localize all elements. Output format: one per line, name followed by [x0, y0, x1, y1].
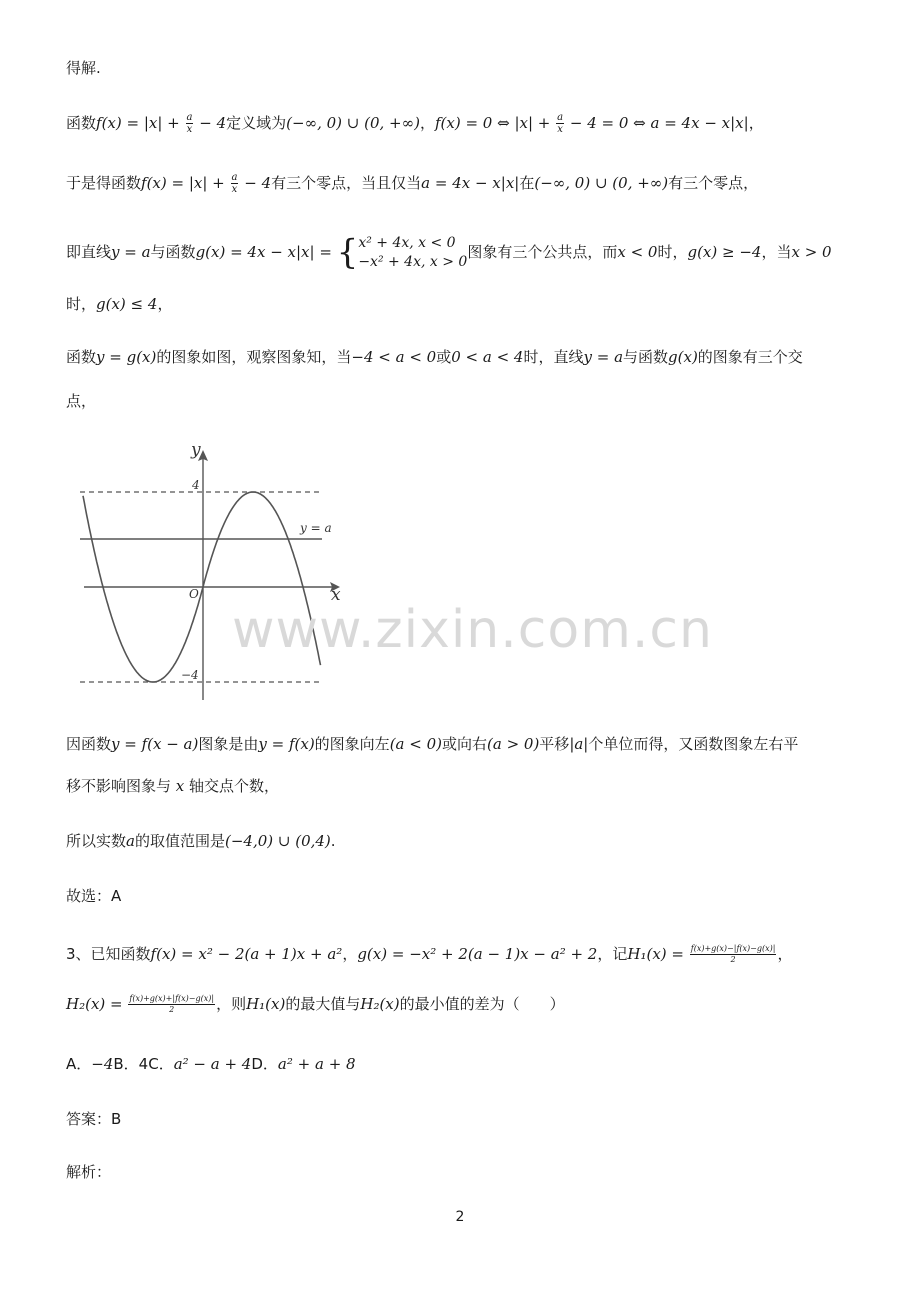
- math: |a|: [569, 735, 589, 753]
- tick-label-neg4: −4: [181, 668, 199, 682]
- text: 定义域为: [226, 114, 287, 132]
- text-line-9: [66, 775, 279, 797]
- math: − 4: [194, 114, 227, 132]
- text: 时，: [66, 295, 97, 313]
- text: 图象是由: [198, 735, 259, 753]
- fraction-denominator: 2: [730, 955, 736, 964]
- text: 时，直线: [523, 348, 584, 366]
- answer-label: 答案：B: [66, 1110, 122, 1128]
- text-line-11: [66, 885, 121, 907]
- text: 在: [519, 174, 535, 192]
- fraction: [690, 944, 777, 965]
- text: ，: [777, 945, 793, 963]
- text: ，: [342, 945, 358, 963]
- text: ，记: [597, 945, 628, 963]
- text: 得解.: [66, 59, 101, 77]
- math: x < 0: [617, 243, 658, 261]
- fraction-denominator: x: [186, 124, 193, 135]
- text: 于是得函数: [66, 174, 142, 192]
- text-line-15: [66, 1108, 121, 1130]
- text: 或向右: [441, 735, 487, 753]
- math: a² + a + 8: [277, 1055, 356, 1073]
- math: x > 0: [791, 243, 832, 261]
- text-line-3: [66, 172, 758, 195]
- math: −4 < a < 0: [351, 348, 437, 366]
- text: 时，: [657, 243, 688, 261]
- text: 有三个零点，当且仅当: [271, 174, 422, 192]
- text: 点，: [66, 392, 97, 410]
- text: 的图象向左: [314, 735, 390, 753]
- math: a: [126, 832, 135, 850]
- math: y = a: [583, 348, 624, 366]
- math: f(x) = 0 ⇔ |x| +: [434, 114, 556, 132]
- math: y = f(x − a): [111, 735, 199, 753]
- text: 与函数: [623, 348, 669, 366]
- text: 图象有三个公共点，而: [467, 243, 618, 261]
- math: H₁(x) =: [627, 945, 689, 963]
- page-number: 2: [455, 1209, 465, 1225]
- fraction: [128, 994, 215, 1015]
- fraction-numerator: a: [557, 112, 564, 123]
- text-line-5: [66, 293, 172, 315]
- text: 个单位而得，又函数图象左右平: [588, 735, 799, 753]
- text-line-8: [66, 733, 798, 755]
- text: ，: [748, 114, 764, 132]
- text-line-12: [66, 943, 792, 965]
- text-line-14: [66, 1053, 356, 1075]
- text: 即直线: [66, 243, 112, 261]
- tick-label-4: 4: [192, 478, 200, 492]
- analysis-label: 解析：: [66, 1163, 112, 1181]
- math: (−∞, 0) ∪ (0, +∞): [534, 174, 669, 192]
- math: f(x) = x² − 2(a + 1)x + a²: [150, 945, 343, 963]
- text: ，当: [761, 243, 792, 261]
- text: 函数: [66, 114, 97, 132]
- math: −4: [91, 1055, 114, 1073]
- text-line-1: [66, 57, 101, 79]
- line-label-y-equals-a: y = a: [300, 521, 332, 535]
- fraction: [556, 112, 564, 135]
- math: g(x) ≤ 4: [96, 295, 158, 313]
- math: g(x) = −x² + 2(a − 1)x − a² + 2: [357, 945, 598, 963]
- fraction-denominator: 2: [169, 1005, 175, 1014]
- math: − 4 = 0 ⇔ a = 4x − x|x|: [565, 114, 749, 132]
- text: .: [330, 832, 336, 850]
- text: 的取值范围是: [134, 832, 225, 850]
- fraction-numerator: f(x)+g(x)−|f(x)−g(x)|: [690, 944, 776, 953]
- fraction: [231, 172, 239, 195]
- text: 的图象如图，观察图象知，当: [156, 348, 352, 366]
- text-line-10: [66, 830, 336, 852]
- text: 或: [436, 348, 452, 366]
- fraction-denominator: x: [557, 124, 563, 135]
- case-1: x² + 4x, x < 0: [358, 234, 456, 251]
- fraction-numerator: f(x)+g(x)+|f(x)−g(x)|: [129, 994, 215, 1003]
- math: a² − a + 4: [173, 1055, 252, 1073]
- math: − 4: [239, 174, 272, 192]
- text: 的最小值的差为（ ）: [399, 995, 565, 1013]
- function-graph-figure: [70, 438, 350, 708]
- math: g(x) = 4x − x|x| =: [195, 243, 337, 261]
- math: a = 4x − x|x|: [421, 174, 520, 192]
- math: (a > 0): [487, 735, 540, 753]
- origin-label: O: [189, 587, 199, 601]
- text: 平移: [539, 735, 570, 753]
- watermark: www.zixin.com.cn: [232, 600, 713, 660]
- text-line-4: [66, 232, 832, 272]
- math: H₂(x) =: [66, 995, 128, 1013]
- text-line-13: [66, 993, 565, 1015]
- math: g(x) ≥ −4: [687, 243, 762, 261]
- text: ，: [157, 295, 173, 313]
- math: 0 < a < 4: [451, 348, 524, 366]
- fraction-numerator: a: [186, 112, 193, 123]
- math: y = g(x): [96, 348, 157, 366]
- answer-choice: 故选：A: [66, 887, 122, 905]
- text-line-2: [66, 112, 764, 135]
- text: 的最大值与: [285, 995, 361, 1013]
- text: 所以实数: [66, 832, 127, 850]
- math: g(x): [668, 348, 698, 366]
- math: (−4,0) ∪ (0,4): [224, 832, 331, 850]
- text: A．: [66, 1055, 92, 1073]
- math: f(x) = |x| +: [141, 174, 230, 192]
- math: y = f(x): [258, 735, 315, 753]
- text: 3、已知函数: [66, 945, 151, 963]
- text: D．: [251, 1055, 278, 1073]
- math: x: [175, 777, 185, 795]
- text: 因函数: [66, 735, 112, 753]
- case-2: −x² + 4x, x > 0: [358, 253, 468, 270]
- text: 轴交点个数，: [184, 777, 280, 795]
- text-line-6: [66, 346, 803, 368]
- text: 与函数: [150, 243, 196, 261]
- text-line-7: [66, 390, 96, 412]
- math: f(x) = |x| +: [96, 114, 185, 132]
- fraction: [186, 112, 194, 135]
- text: 的图象有三个交: [697, 348, 803, 366]
- piecewise-cases: [358, 234, 467, 272]
- text: ，则: [216, 995, 247, 1013]
- math: H₁(x): [246, 995, 286, 1013]
- text-line-16: [66, 1161, 111, 1183]
- left-brace: {: [336, 232, 359, 273]
- fraction-denominator: x: [231, 184, 238, 195]
- x-axis-label: x: [331, 585, 341, 605]
- fraction-numerator: a: [231, 172, 238, 183]
- y-axis-label: y: [191, 440, 201, 460]
- text: B．4C．: [113, 1055, 174, 1073]
- math: y = a: [111, 243, 151, 261]
- text: 有三个零点，: [668, 174, 759, 192]
- math: (a < 0): [389, 735, 442, 753]
- text: 移不影响图象与: [66, 777, 176, 795]
- text: ，: [419, 114, 435, 132]
- math: H₂(x): [360, 995, 400, 1013]
- text: 函数: [66, 348, 97, 366]
- math: (−∞, 0) ∪ (0, +∞): [286, 114, 420, 132]
